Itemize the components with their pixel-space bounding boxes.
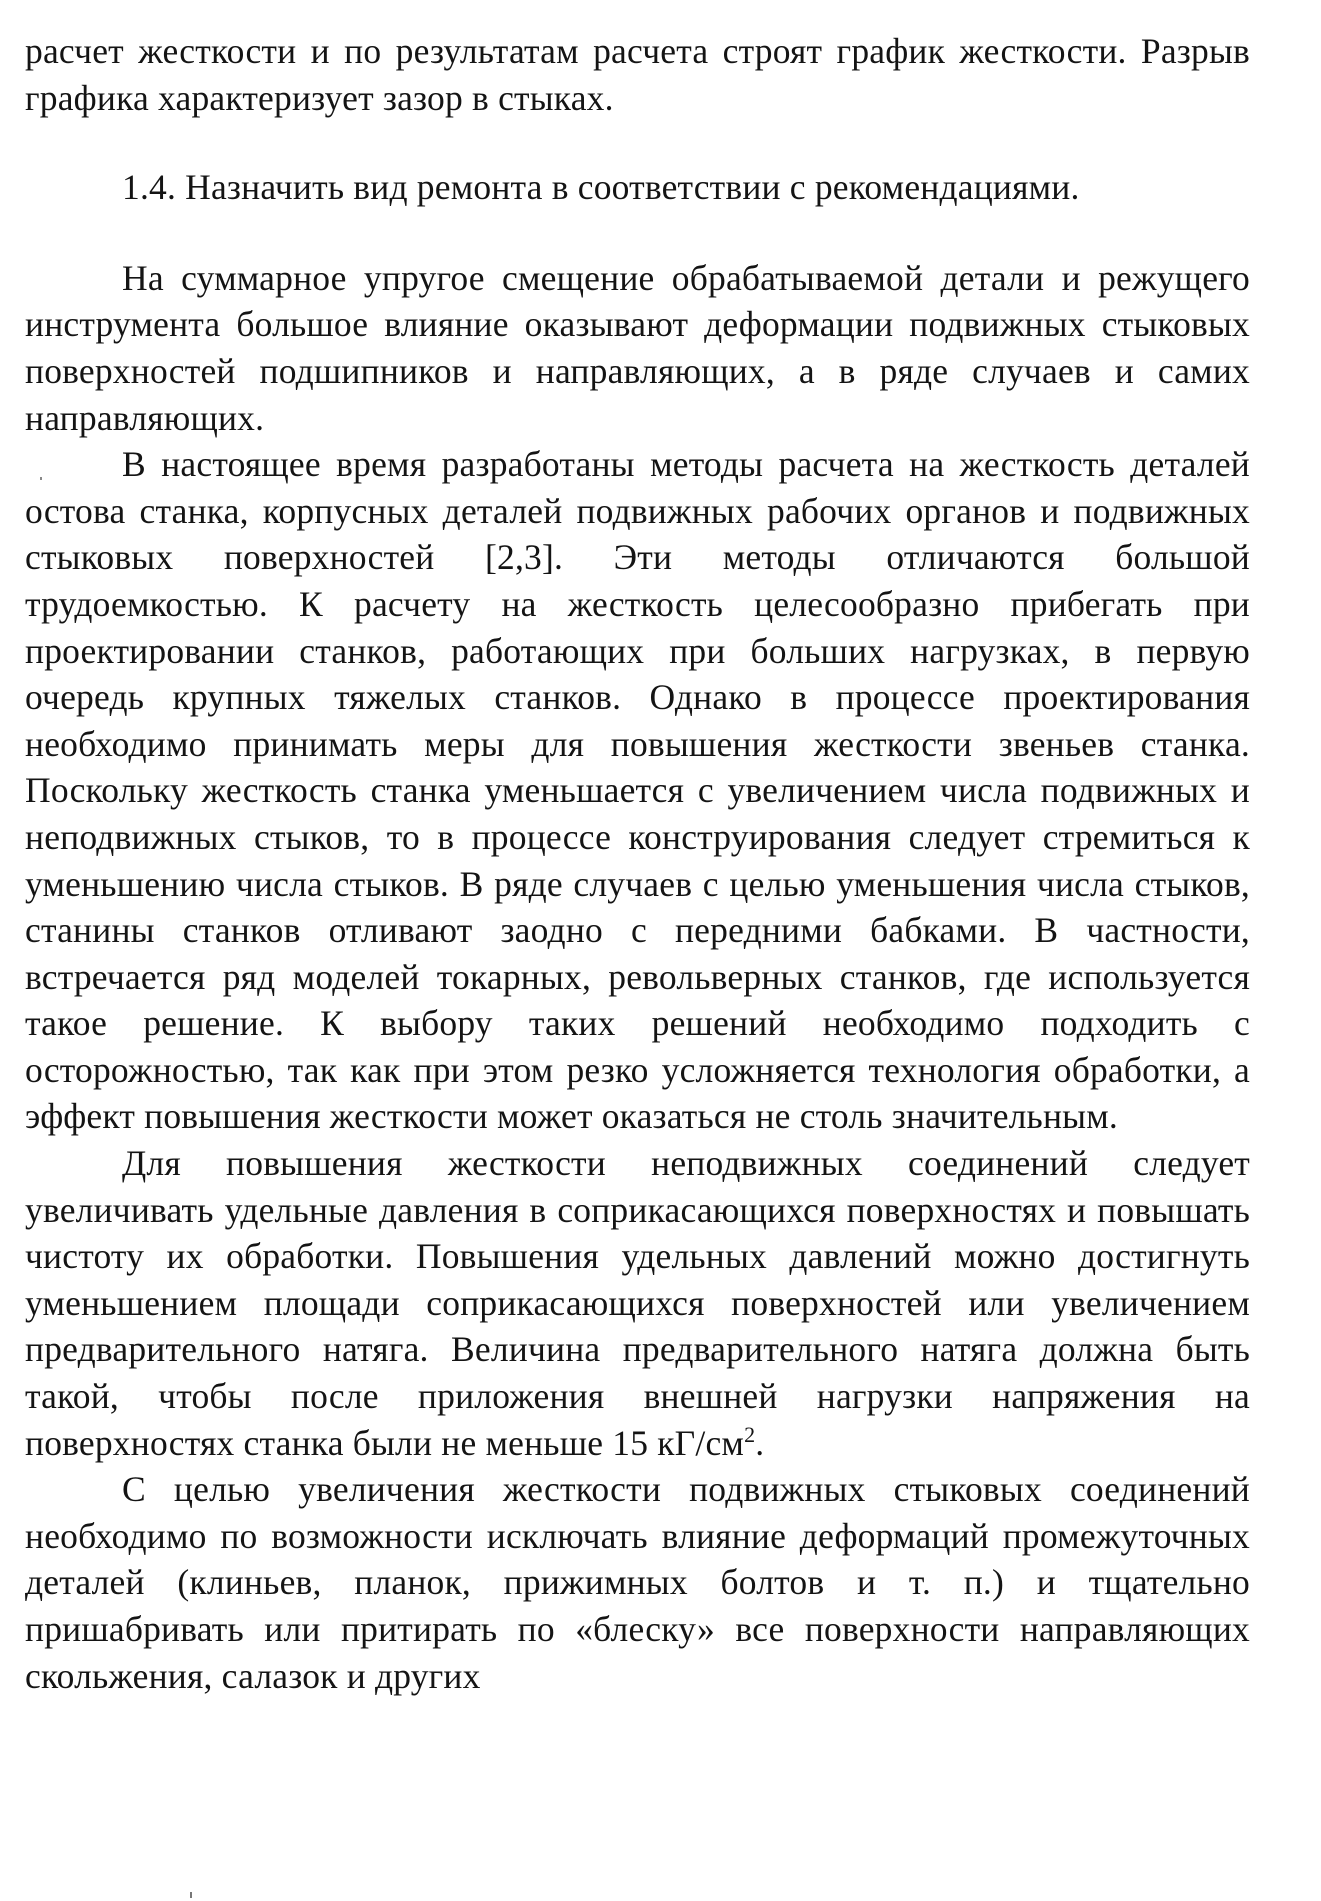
paragraph-calculation-methods: В настоящее время разработаны методы расчета на жесткость деталей остова станка, корпусных деталей подвижных рабочих органов и подвижных стыковых поверхностей [2,3]. Эти методы отличаются большой трудоемкостью. К расчету на жесткость целесообразно прибегать при проектировании станков, работающих при больших нагрузках, в первую очередь крупных тяжелых станков. Однако в процессе проектирования необходимо принимать меры для повышения жесткости звеньев станка. Поскольку жесткость станка уменьшается с увеличением числа подвижных и неподвижных стыков, то в процессе конструирования следует стремиться к уменьшению числа стыков. В ряде случаев с целью уменьшения числа стыков, станины станков отливают заодно с передними бабками. В частности, встречается ряд моделей токарных, револьверных станков, где используется такое решение. К выбору таких решений необходимо подходить с осторожностью, так как при этом резко усложняется технология обработки, а эффект повышения жесткости может оказаться не столь значительным. (25, 444, 1250, 1137)
paragraph-fixed-joints (25, 1140, 1250, 1466)
superscript-exponent: 2 (744, 1421, 756, 1447)
paragraph-elastic-displacement: На суммарное упругое смещение обрабатываемой детали и режущего инструмента большое влияние оказывают деформации подвижных стыковых поверхностей подшипников и направляющих, а в ряде случаев и самих направляющих. (25, 257, 1250, 438)
paragraph-fixed-joints-end: . (755, 1422, 765, 1463)
paragraph-fixed-joints-text: Для повышения жесткости неподвижных соединений следует увеличивать удельные давления в соприкасающихся поверхностях и повышать чистоту их обработки. Повышения удельных давлений можно достигнуть уменьшением площади соприкасающихся поверхностей или увеличением предварительного натяга. Величина предварительного натяга должна быть такой, чтобы после приложения внешней нагрузки напряжения на поверхностях станка были не меньше 15 кГ/см (25, 1143, 1250, 1463)
scan-speck (190, 1892, 192, 1898)
document-page (25, 28, 1250, 1699)
paragraph-movable-joints: С целью увеличения жесткости подвижных стыковых соединений необходимо по возможности исключать влияние деформаций промежуточных деталей (клиньев, планок, прижимных болтов и т. п.) и тщательно пришабривать или притирать по «блеску» все поверхности направляющих скольжения, салазок и других (25, 1469, 1250, 1696)
section-heading: 1.4. Назначить вид ремонта в соответствии с рекомендациями. (122, 167, 1080, 208)
scan-speck-margin (40, 477, 42, 480)
paragraph-continuation: расчет жесткости и по результатам расчета строят график жесткости. Разрыв графика характеризует зазор в стыках. (25, 31, 1250, 118)
